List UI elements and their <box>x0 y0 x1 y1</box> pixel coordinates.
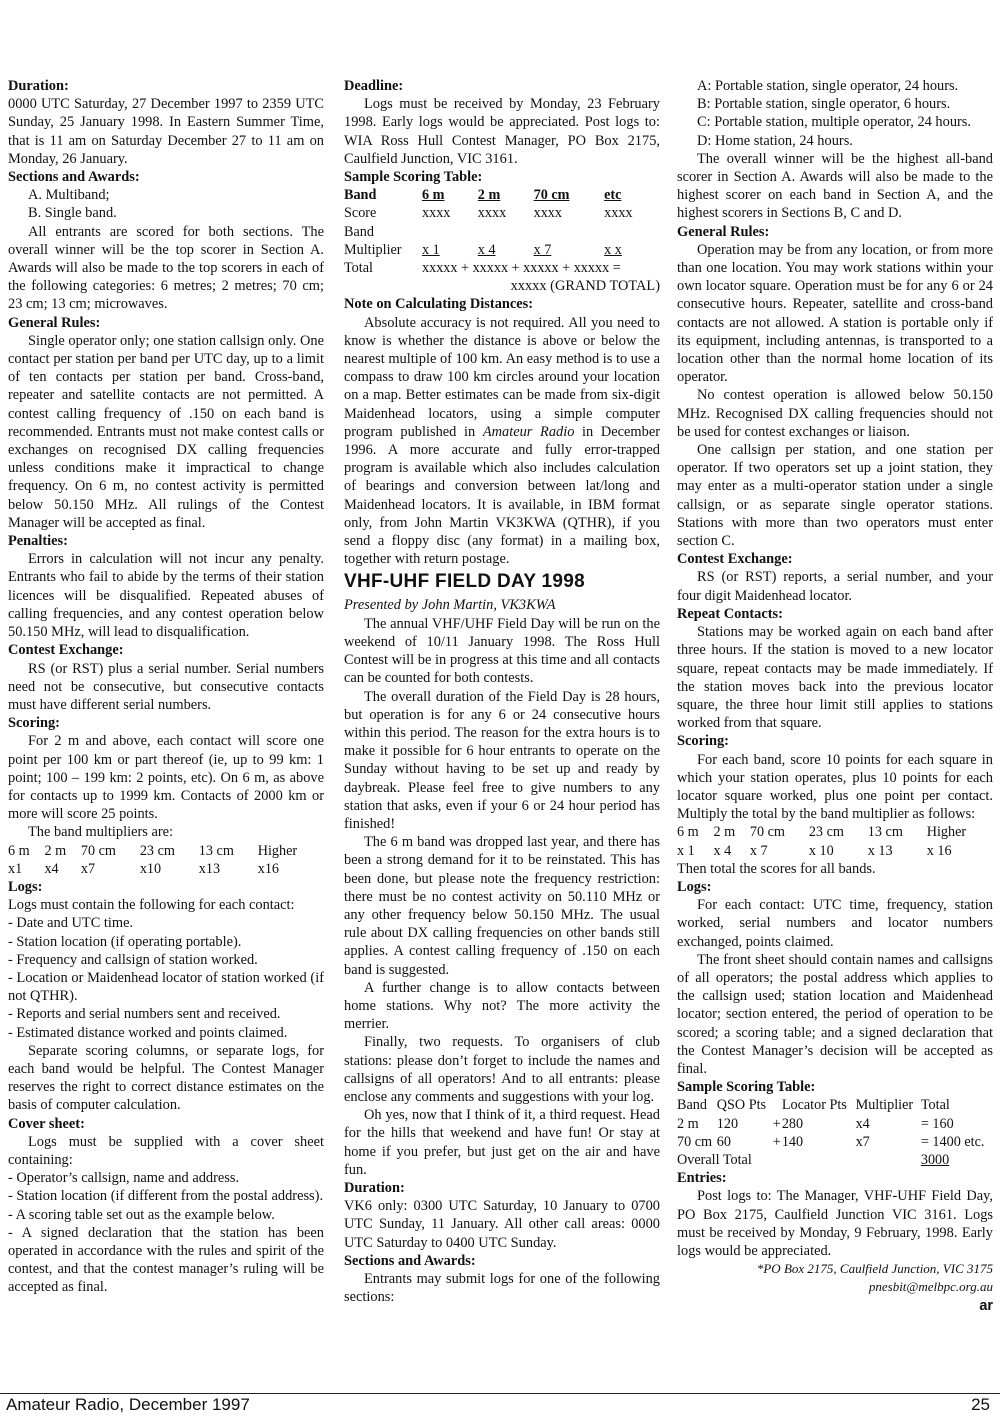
fd-scoring-text: For each band, score 10 points for each square in which your station operates, plus 10 points for each locator square worked, plus one point per contact. Multiply the total by the band multiplier as follows: <box>677 751 993 823</box>
fd-scoring-heading: Scoring: <box>677 733 729 750</box>
paragraph: The annual VHF/UHF Field Day will be run on the weekend of 10/11 January 1998. The Ross Hull Contest will be in progress at this time and all contacts can be counted for both contests. <box>344 615 660 687</box>
mult-value: x16 <box>257 860 280 877</box>
author-address: *PO Box 2175, Caulfield Junction, VIC 3175 <box>756 1261 993 1277</box>
fd-duration-heading: Duration: <box>344 1179 405 1196</box>
mult-band: 2 m <box>44 842 67 859</box>
multiplier-table <box>8 842 324 878</box>
fd-sample-cell: x7 <box>855 1133 870 1150</box>
sample-row <box>344 241 660 259</box>
deadline-heading: Deadline: <box>344 78 404 94</box>
end-mark: ar <box>979 1297 993 1314</box>
fd-mult-band: 6 m <box>677 824 699 841</box>
fd-mult-bands-row <box>677 823 993 841</box>
fd-general-text: Operation may be from any location, or from more than one location. You may work stations within your own locator square. Operation must be for any 6 or 24 consecutive hours. Repeater, satellite and cross-band contacts are not allowed. A station is portable only if its equipment, including antennas, is transported to a location other than the normal home location of its operator. <box>677 241 993 386</box>
sample-row <box>344 259 660 277</box>
sections-text: All entrants are scored for both sections. The overall winner will be the top scorer in Section A. Awards will also be made to the top scorers in each of the following categories: 6 metres; 2 metres; 70 cm; 23 cm; 13 cm; microwaves. <box>8 223 324 313</box>
fd-sample-table <box>677 1096 993 1169</box>
paragraph: The overall duration of the Field Day is 28 hours, but operation is for any 6 or 24 consecutive hours within this period. The reason for the extra hours is to make it possible for 6 hour entrants to operate on the Sunday without having to be set up and ready by daybreak. Please feel free to give numbers to any station that asks, even if your 6 or 24 hour period has finished! <box>344 688 660 832</box>
fd-sample-header: Locator Pts <box>781 1097 847 1114</box>
sample-cell: xxxx <box>477 205 507 222</box>
footer-rule <box>0 1393 1000 1394</box>
fd-mult-band: Higher <box>926 824 967 841</box>
byline: Presented by John Martin, VK3KWA <box>344 597 556 614</box>
sample-row <box>344 204 660 222</box>
paragraph: Oh yes, now that I think of it, a third request. Head for the hills that weekend and have fun! Or stay at home if you prefer, but just get on the air and have fun. <box>344 1107 660 1178</box>
general-rules-heading: General Rules: <box>8 314 101 331</box>
section-b: B. Single band. <box>28 205 117 222</box>
fd-mult-band: 13 cm <box>867 824 903 841</box>
logs-heading: Logs: <box>8 878 43 895</box>
fd-general-text: One callsign per station, and one station per operator. If two operators set up a joint station, they may enter as a multi-operator station under a single callsign, or as separate single operator stations. Stations with more than two operators must enter section C. <box>677 442 993 550</box>
cover-item: - A signed declaration that the station has been operated in accordance with the rules and spirit of the contest, and that the contest manager’s ruling will be accepted as final. <box>8 1224 324 1296</box>
mult-value: x7 <box>80 860 96 877</box>
sample-cell: xxxx <box>422 205 451 222</box>
fd-logs-text: The front sheet should contain names and callsigns of all operators; the postal address which applies to the callsign used; station location and Maidenhead locator; section entered, the period of operation to be scored; a scoring table; and a signed declaration that the Contest Manager’s decision will be accepted as final. <box>677 951 993 1077</box>
mult-band: 23 cm <box>139 842 175 859</box>
duration-text: 0000 UTC Saturday, 27 December 1997 to 2359 UTC Sunday, 25 January 1998. In Eastern Summer Time, that is 11 am on Saturday December 27 to 11 am on Monday, 26 January. <box>8 96 324 167</box>
fd-sample-row <box>677 1115 993 1133</box>
mult-band: 13 cm <box>198 842 234 859</box>
scoring-heading: Scoring: <box>8 715 60 732</box>
sample-cell: xxxx <box>604 205 633 222</box>
section-item: B: Portable station, single operator, 6 hours. <box>697 96 951 113</box>
section-item: A: Portable station, single operator, 24 hours. <box>697 78 959 94</box>
cover-sheet-heading: Cover sheet: <box>8 1115 85 1132</box>
fd-mult-value: x 10 <box>808 842 834 859</box>
fd-sample-cell: = 160 <box>920 1115 954 1132</box>
logs-item: - Location or Maidenhead locator of station worked (if not QTHR). <box>8 969 324 1005</box>
fd-sample-header: Band <box>677 1097 707 1114</box>
multiplier-bands-row <box>8 842 324 860</box>
fd-mult-band: 23 cm <box>808 824 844 841</box>
entries-heading: Entries: <box>677 1170 727 1187</box>
mult-band: 6 m <box>8 842 30 859</box>
fd-logs-text: For each contact: UTC time, frequency, station worked, serial numbers and locator numbers exchanged, points claimed. <box>677 897 993 950</box>
fd-multiplier-table <box>677 823 993 859</box>
sample-total-expr: xxxxx + xxxxx + xxxxx + xxxxx = <box>422 260 621 277</box>
entries-text: Post logs to: The Manager, VHF-UHF Field Day, PO Box 2175, Caulfield Junction VIC 3161. Logs must be received by Monday, 9 February, 1998. Early logs would be appreciated. <box>677 1188 993 1259</box>
multipliers-intro: The band multipliers are: <box>28 824 174 841</box>
sample-cell: x 1 <box>422 241 440 258</box>
logs-item: - Estimated distance worked and points claimed. <box>8 1024 288 1041</box>
note-text-part: Absolute accuracy is not required. All you need to know is whether the distance is above or below the nearest multiple of 100 km. An easy method is to use a compass to draw 100 km circles around your location on a map. Better estimates can be made from six-digit Maidenhead locators, using a simple computer program published in <box>344 314 660 440</box>
sample-row <box>344 186 660 204</box>
fd-mult-value: x 7 <box>749 842 768 859</box>
sample-table-heading: Sample Scoring Table: <box>344 169 483 186</box>
logs-item: - Date and UTC time. <box>8 915 134 932</box>
note-magazine: Amateur Radio <box>482 423 575 440</box>
paragraph: Finally, two requests. To organisers of club stations: please don’t forget to include the names and callsigns of all operators! And to all entrants: please enclose any comments and suggestions with your log. <box>344 1034 660 1105</box>
sample-scoring-table <box>344 186 660 277</box>
fd-sample-header: QSO Pts <box>716 1097 767 1114</box>
fd-mult-band: 2 m <box>713 824 736 841</box>
footer-magazine: Amateur Radio, December 1997 <box>6 1395 250 1414</box>
fd-exchange-text: RS (or RST) reports, a serial number, and your four digit Maidenhead locator. <box>677 569 993 604</box>
sample-row <box>344 223 660 241</box>
logs-text: Separate scoring columns, or separate logs, for each band would be helpful. The Contest Manager reserves the right to correct distance estimates on the basis of computer calculation. <box>8 1042 324 1114</box>
mult-band: Higher <box>257 842 298 859</box>
cover-item: - A scoring table set out as the example below. <box>8 1206 275 1223</box>
fd-sample-cell: + <box>772 1115 781 1132</box>
sample-cell: 70 cm <box>533 187 570 204</box>
fd-mult-band: 70 cm <box>749 824 785 841</box>
sample-cell: etc <box>604 187 622 204</box>
fd-sample-cell: 140 <box>781 1133 804 1150</box>
cover-sheet-text: Logs must be supplied with a cover sheet containing: <box>8 1133 324 1168</box>
sample-cell: x 7 <box>533 241 552 258</box>
sample-cell: 6 m <box>422 187 445 204</box>
sample-cell: xxxx <box>533 205 562 222</box>
winner-text: The overall winner will be the highest all-band scorer in Section A. Awards will also be made to the highest scorer on each band in Section A, and the highest scorers in Sections B, C and D. <box>677 150 993 222</box>
fd-sections-heading: Sections and Awards: <box>344 1252 476 1269</box>
section-item: C: Portable station, multiple operator, 24 hours. <box>697 114 972 131</box>
sample-total-label: Total <box>344 260 373 277</box>
column-3 <box>677 77 993 1315</box>
exchange-text: RS (or RST) plus a serial number. Serial numbers need not be consecutive, but consecutive contacts must have different serial numbers. <box>8 660 324 713</box>
sample-cell: Score <box>344 205 377 222</box>
scoring-text: For 2 m and above, each contact will score one point per 100 km or part thereof (ie, up to 99 km: 1 point; 100 – 199 km: 2 points, etc). On 6 m, as above for contacts up to 1999 km. Contacts of 2000 km or more will score 25 points. <box>8 733 324 823</box>
article-title: VHF-UHF FIELD DAY 1998 <box>344 571 585 593</box>
paragraph: The 6 m band was dropped last year, and there has been a strong demand for it to be reinstated. This has been done, but please note the frequency restriction: there must be no contest activity on 50.110 MHz or any other frequency below 50.150 MHz. The usual rule about DX calling frequencies on other bands still applies. A contest calling frequency of .150 on each band is suggested. <box>344 834 660 978</box>
fd-sample-row <box>677 1133 993 1151</box>
fd-sections-text: Entrants may submit logs for one of the following sections: <box>344 1271 660 1306</box>
mult-value: x13 <box>198 860 221 877</box>
fd-sample-cell: x4 <box>855 1115 870 1132</box>
fd-sample-cell: 70 cm <box>677 1133 713 1150</box>
duration-heading: Duration: <box>8 78 69 94</box>
sample-cell: x 4 <box>477 241 496 258</box>
general-rules-text: Single operator only; one station callsign only. One contact per station per band per UTC day, up to a limit of ten contacts per station per band. Cross-band, repeater and satellite contacts are not permitted. A contest calling frequency of .150 on each band is recommended. Entrants must not make contest calls or exchanges on recognised DX calling frequencies unless conditions make it impractical to change frequency. On 6 m, no contest activity is permitted below 50.150 MHz. All rulings of the Contest Manager will be accepted as final. <box>8 332 324 531</box>
cover-item: - Station location (if different from the postal address). <box>8 1188 324 1205</box>
note-text <box>344 314 660 569</box>
section-item: D: Home station, 24 hours. <box>697 132 853 149</box>
fd-sample-cell: 2 m <box>677 1115 699 1132</box>
mult-band: 70 cm <box>80 842 116 859</box>
fd-sample-cell: = 1400 etc. <box>920 1133 985 1150</box>
sample-cell: Multiplier <box>344 241 402 258</box>
column-1 <box>8 77 324 1297</box>
sections-heading: Sections and Awards: <box>8 169 140 186</box>
mult-value: x10 <box>139 860 162 877</box>
page-number: 25 <box>971 1395 990 1414</box>
fd-overall-value: 3000 <box>920 1151 950 1168</box>
author-email: pnesbit@melbpc.org.au <box>868 1279 993 1295</box>
fd-sample-cell: 120 <box>716 1115 739 1132</box>
fd-mult-values-row <box>677 842 993 860</box>
note-text-part: in December 1996. A more accurate and fully error-trapped program is available which also includes calculation of bearings and conversion between lat/long and Maidenhead locators. It is available, in IBM format only, from John Martin VK3KWA (QTHR), if you send a floppy disc (any format) in a mailing box, together with return postage. <box>344 423 660 568</box>
sample-cell: Band <box>344 187 377 204</box>
fd-sample-header-row <box>677 1096 993 1114</box>
logs-item: - Frequency and callsign of station worked. <box>8 951 258 968</box>
fd-sample-cell: 60 <box>716 1133 731 1150</box>
exchange-heading: Contest Exchange: <box>8 642 124 659</box>
fd-mult-value: x 4 <box>713 842 732 859</box>
fd-sample-heading: Sample Scoring Table: <box>677 1079 816 1096</box>
fd-logs-heading: Logs: <box>677 878 712 895</box>
fd-general-heading: General Rules: <box>677 223 770 240</box>
note-heading: Note on Calculating Distances: <box>344 296 534 313</box>
fd-overall-label: Overall Total <box>677 1151 752 1168</box>
mult-value: x4 <box>44 860 59 877</box>
mult-value: x1 <box>8 860 23 877</box>
penalties-heading: Penalties: <box>8 533 68 550</box>
deadline-text: Logs must be received by Monday, 23 February 1998. Early logs would be appreciated. Post logs to: WIA Ross Hull Contest Manager, PO Box 2175, Caulfield Junction, VIC 3161. <box>344 96 660 167</box>
fd-sample-cell: + <box>772 1133 781 1150</box>
fd-overall-row <box>677 1151 993 1169</box>
fd-sample-header: Multiplier <box>855 1097 914 1114</box>
fd-duration-text: VK6 only: 0300 UTC Saturday, 10 January to 0700 UTC Sunday, 11 January. All other call areas: 0000 UTC Saturday to 0400 UTC Sunday. <box>344 1198 660 1251</box>
sample-grand-total: xxxxx (GRAND TOTAL) <box>510 278 660 295</box>
fd-mult-value: x 16 <box>926 842 952 859</box>
fd-exchange-heading: Contest Exchange: <box>677 551 793 568</box>
fd-sample-cell: 280 <box>781 1115 804 1132</box>
repeat-heading: Repeat Contacts: <box>677 605 783 622</box>
fd-general-text: No contest operation is allowed below 50.150 MHz. Recognised DX calling frequencies should not be used for contest exchanges or liaison. <box>677 387 993 440</box>
logs-intro: Logs must contain the following for each contact: <box>8 897 295 914</box>
paragraph: A further change is to allow contacts between home stations. Why not? The more activity the merrier. <box>344 979 660 1033</box>
multiplier-values-row <box>8 860 324 878</box>
fd-mult-value: x 1 <box>677 842 695 859</box>
repeat-text: Stations may be worked again on each band after three hours. If the station is moved to a new locator square, repeat contacts may be made immediately. If the station moves back into the previous locator square, the three hour limit still applies to stations worked from that square. <box>677 624 993 732</box>
sample-cell: 2 m <box>477 187 501 204</box>
column-2 <box>344 77 660 1306</box>
penalties-text: Errors in calculation will not incur any penalty. Entrants who fail to abide by the terms of their station licences will be disqualified. Repeated abuses of calling frequencies, and any contest operation below 50.150 MHz, will lead to disqualification. <box>8 551 324 641</box>
sample-cell: Band <box>344 223 374 240</box>
cover-item: - Operator’s callsign, name and address. <box>8 1170 240 1187</box>
logs-item: - Reports and serial numbers sent and received. <box>8 1006 281 1023</box>
sample-cell: x x <box>604 241 622 258</box>
logs-item: - Station location (if operating portable). <box>8 933 242 950</box>
then-text: Then total the scores for all bands. <box>677 860 876 877</box>
fd-mult-value: x 13 <box>867 842 893 859</box>
fd-sample-header: Total <box>920 1097 950 1114</box>
section-a: A. Multiband; <box>28 187 110 204</box>
page-footer <box>0 1393 1000 1420</box>
